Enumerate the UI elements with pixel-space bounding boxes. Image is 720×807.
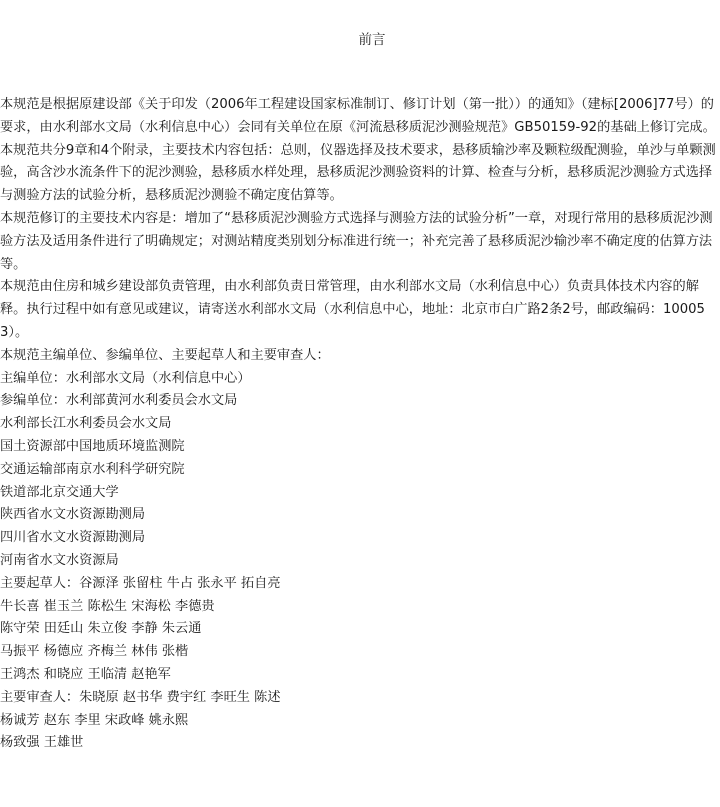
participating-unit: 四川省水文水资源勘测局 bbox=[0, 530, 146, 546]
participating-unit: 陕西省水文水资源勘测局 bbox=[0, 507, 146, 523]
drafters-line: 马振平 杨德应 齐梅兰 林伟 张楷 bbox=[0, 644, 189, 660]
participating-unit: 铁道部北京交通大学 bbox=[0, 484, 119, 500]
participating-unit: 交通运输部南京水利科学研究院 bbox=[0, 461, 185, 477]
reviewers-line: 主要审查人：朱晓原 赵书华 费宇红 李旺生 陈述 bbox=[0, 689, 281, 705]
participating-unit: 河南省水文水资源局 bbox=[0, 552, 119, 568]
drafters-line: 主要起草人：谷源泽 张留柱 牛占 张永平 拓自亮 bbox=[0, 575, 281, 591]
reviewers-line: 杨诚芳 赵东 李里 宋政峰 姚永熙 bbox=[0, 712, 189, 728]
participating-unit: 国土资源部中国地质环境监测院 bbox=[0, 438, 185, 454]
chief-editor-unit: 主编单位：水利部水文局（水利信息中心） bbox=[0, 370, 251, 386]
paragraph-management: 本规范由住房和城乡建设部负责管理，由水利部负责日常管理，由水利部水文局（水利信息中心）负责具体技术内容的解释。执行过程中如有意见或建议，请寄送水利部水文局（水利信息中心，地址：北京市白广路2条2号，邮政编码：100053）。 bbox=[0, 279, 705, 340]
document-body bbox=[0, 94, 718, 755]
paragraph-revisions: 本规范修订的主要技术内容是：增加了“悬移质泥沙测验方式选择与测验方法的试验分析”一章，对现行常用的悬移质泥沙测验方法及适用条件进行了明确规定；对测站精度类别划分标准进行统一；补充完善了悬移质泥沙输沙率不确定度的估算方法等。 bbox=[0, 210, 713, 272]
paragraph-contributors-intro: 本规范主编单位、参编单位、主要起草人和主要审查人： bbox=[0, 347, 330, 363]
reviewers-line: 杨致强 王雄世 bbox=[0, 735, 84, 751]
paragraph-contents: 本规范共分9章和4个附录，主要技术内容包括：总则，仪器选择及技术要求，悬移质输沙率及颗粒级配测验，单沙与单颗测验，高含沙水流条件下的泥沙测验，悬移质水样处理，悬移质泥沙测验资料的计算、检查与分析，悬移质泥沙测验方式选择与测验方法的试验分析，悬移质泥沙测验不确定度估算等。 bbox=[0, 142, 716, 204]
drafters-line: 王鸿杰 和晓应 王临清 赵艳军 bbox=[0, 666, 171, 682]
participating-unit: 参编单位：水利部黄河水利委员会水文局 bbox=[0, 393, 238, 409]
drafters-line: 陈守荣 田廷山 朱立俊 李静 朱云通 bbox=[0, 621, 202, 637]
participating-unit: 水利部长江水利委员会水文局 bbox=[0, 416, 172, 432]
drafters-line: 牛长喜 崔玉兰 陈松生 宋海松 李德贵 bbox=[0, 598, 215, 614]
paragraph-basis: 本规范是根据原建设部《关于印发（2006年工程建设国家标准制订、修订计划（第一批））的通知》（建标[2006]77号）的要求，由水利部水文局（水利信息中心）会同有关单位在原《河流悬移质泥沙测验规范》GB50159-92的基础上修订完成。 bbox=[0, 97, 716, 135]
page-title: 前言 bbox=[358, 32, 386, 48]
